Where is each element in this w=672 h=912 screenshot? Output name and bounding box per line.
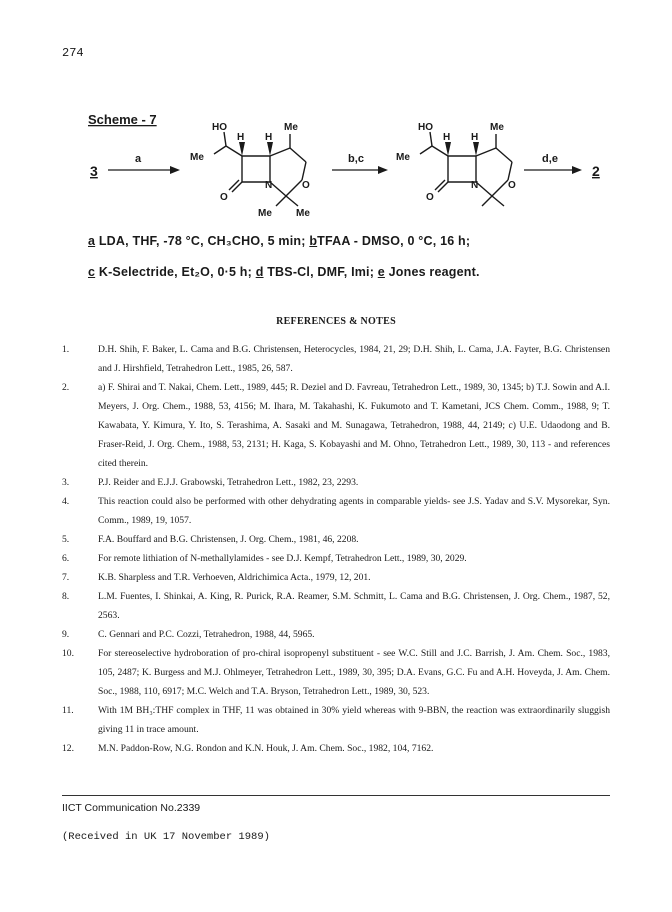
reference-text: For remote lithiation of N-methallylamides - see D.J. Kempf, Tetrahedron Lett., 1989, 30, 2029. [98, 553, 467, 564]
reference-number: 12. [62, 743, 74, 754]
reference-item [62, 378, 610, 473]
molecule-1-o-carbonyl: O [220, 192, 228, 203]
reference-number: 9. [62, 629, 70, 640]
molecule-1-h2: H [265, 132, 273, 143]
molecule-1-labels [190, 122, 310, 219]
molecule-2-h1: H [443, 132, 451, 143]
reference-item [62, 701, 610, 739]
condition-a-text: LDA, THF, -78 °C, CH₃CHO, 5 min; [98, 234, 306, 248]
condition-c-key: c [88, 265, 96, 279]
reference-number: 2. [62, 382, 70, 393]
reference-text: This reaction could also be performed with other dehydrating agents in comparable yields- see J.S. Yadav and S.V. Mysorekar, Syn. Comm., 1989, 19, 1057. [98, 496, 610, 526]
footer-divider [62, 795, 610, 796]
arrow-a-label: a [134, 153, 142, 165]
reference-item [62, 549, 610, 568]
molecule-1-me-ring: Me [284, 122, 298, 133]
reference-text: P.J. Reider and E.J.J. Grabowski, Tetrahedron Lett., 1982, 23, 2293. [98, 477, 359, 488]
arrow-de-label: d,e [542, 153, 558, 165]
reference-number: 6. [62, 553, 70, 564]
molecule-2-h2: H [471, 132, 479, 143]
molecule-1-h1: H [237, 132, 245, 143]
reference-item [62, 568, 610, 587]
condition-b-key: b [309, 234, 318, 248]
reference-item [62, 625, 610, 644]
references-list [62, 340, 610, 758]
reference-item [62, 492, 610, 530]
reaction-scheme [62, 108, 622, 228]
condition-b-text: TFAA - DMSO, 0 °C, 16 h; [317, 234, 471, 248]
reference-text: L.M. Fuentes, I. Shinkai, A. King, R. Purick, R.A. Reamer, S.M. Schmitt, L. Cama and B.G. Christensen, J. Org. Chem., 1987, 52, 2563. [98, 591, 610, 621]
reference-item [62, 473, 610, 492]
reference-text: For stereoselective hydroboration of pro-chiral isopropenyl substituent - see W.C. Still and J.C. Barrish, J. Am. Chem. Soc., 1983, 105, 2487; K. Burgess and M.J. Ohlmeyer, Tetrahedron Lett., 1989, 30, 395; D.A. Evans, G.C. Fu and A.H. Hoveyda, J. Am. Chem. Soc., 1988, 110, 6917; M.C. Welch and T.A. Bryson, Tetrahedron Lett., 1989, 30, 523. [98, 648, 610, 697]
reference-item [62, 530, 610, 549]
reference-item [62, 739, 610, 758]
arrow-bc-head [378, 166, 388, 174]
reference-number: 11. [62, 705, 74, 716]
molecule-1-o-ring: O [302, 180, 310, 191]
page-number: 274 [62, 46, 84, 60]
references-title: REFERENCES & NOTES [276, 316, 396, 327]
received-date: (Received in UK 17 November 1989) [62, 831, 270, 843]
molecule-1-me-gem2: Me [296, 208, 310, 219]
molecule-2-me-ring: Me [490, 122, 504, 133]
molecule-2-wedges [445, 142, 479, 156]
molecule-1-me-side: Me [190, 152, 204, 163]
reference-number: 10. [62, 648, 74, 659]
start-compound-number: 3 [90, 163, 98, 179]
reference-text: K.B. Sharpless and T.R. Verhoeven, Aldrichimica Acta., 1979, 12, 201. [98, 572, 371, 583]
reference-item [62, 587, 610, 625]
reference-text: M.N. Paddon-Row, N.G. Rondon and K.N. Houk, J. Am. Chem. Soc., 1982, 104, 7162. [98, 743, 434, 754]
arrow-de-head [572, 166, 582, 174]
condition-c-text: K-Selectride, Et₂O, 0·5 h; [98, 265, 252, 279]
condition-d-key: d [255, 265, 264, 279]
condition-e-key: e [377, 265, 385, 279]
condition-a-key: a [88, 234, 96, 248]
molecule-1-me-gem1: Me [258, 208, 272, 219]
molecule-2-ho: HO [418, 122, 433, 133]
reference-text: F.A. Bouffard and B.G. Christensen, J. Org. Chem., 1981, 46, 2208. [98, 534, 359, 545]
reference-text: With 1M BH₃:THF complex in THF, 11 was obtained in 30% yield whereas with 9-BBN, the reaction was extraordinarily sluggish giving 11 in trace amount. [98, 705, 610, 735]
molecule-2 [420, 132, 512, 206]
arrow-bc-label: b,c [348, 153, 364, 165]
molecule-2-me-side: Me [396, 152, 410, 163]
molecule-1 [214, 132, 306, 206]
molecule-2-o-ring: O [508, 180, 516, 191]
product-compound-number: 2 [592, 163, 600, 179]
molecule-1-ho: HO [212, 122, 227, 133]
condition-e-text: Jones reagent. [388, 265, 480, 279]
reference-text: C. Gennari and P.C. Cozzi, Tetrahedron, 1988, 44, 5965. [98, 629, 315, 640]
reference-number: 3. [62, 477, 70, 488]
reference-item [62, 340, 610, 378]
molecule-1-n: N [265, 180, 273, 191]
molecule-2-o-carbonyl: O [426, 192, 434, 203]
conditions-line-1 [88, 234, 470, 248]
reference-number: 7. [62, 572, 70, 583]
conditions-line-2 [88, 265, 480, 279]
reference-number: 8. [62, 591, 70, 602]
arrow-a-head [170, 166, 180, 174]
scheme-title: Scheme - 7 [88, 112, 157, 127]
reference-number: 4. [62, 496, 70, 507]
reference-text: D.H. Shih, F. Baker, L. Cama and B.G. Christensen, Heterocycles, 1984, 21, 29; D.H. Shih, L. Cama, J.A. Fayter, B.G. Christensen and J. Hirshfield, Tetrahedron Lett., 1985, 26, 587. [98, 344, 610, 374]
condition-d-text: TBS-Cl, DMF, Imi; [267, 265, 375, 279]
reference-number: 5. [62, 534, 70, 545]
molecule-2-n: N [471, 180, 479, 191]
scheme-drawing [62, 108, 622, 228]
molecule-1-wedges [239, 142, 273, 156]
reference-text: a) F. Shirai and T. Nakai, Chem. Lett., 1989, 445; R. Deziel and D. Favreau, Tetrahedron Lett., 1989, 30, 1345; b) T.J. Sowin and A.I. Meyers, J. Org. Chem., 1988, 53, 4156; M. Ihara, M. Takahashi, K. Fukumoto and T. Kametani, JCS Chem. Comm., 1988, 9; T. Kawabata, Y. Kimura, Y. Ito, S. Terashima, A. Sasaki and M. Sunagawa, Tetrahedron, 1988, 44, 2149; c) U.E. Udaodong and B. Fraser-Reid, J. Org. Chem., 1988, 53, 2131; H. Kaga, S. Kobayashi and M. Ohno, Tetrahedron Lett., 1989, 30, 113 - and references cited therein. [98, 382, 610, 469]
reference-item [62, 644, 610, 701]
communication-number: IICT Communication No.2339 [62, 802, 201, 814]
reference-number: 1. [62, 344, 70, 355]
